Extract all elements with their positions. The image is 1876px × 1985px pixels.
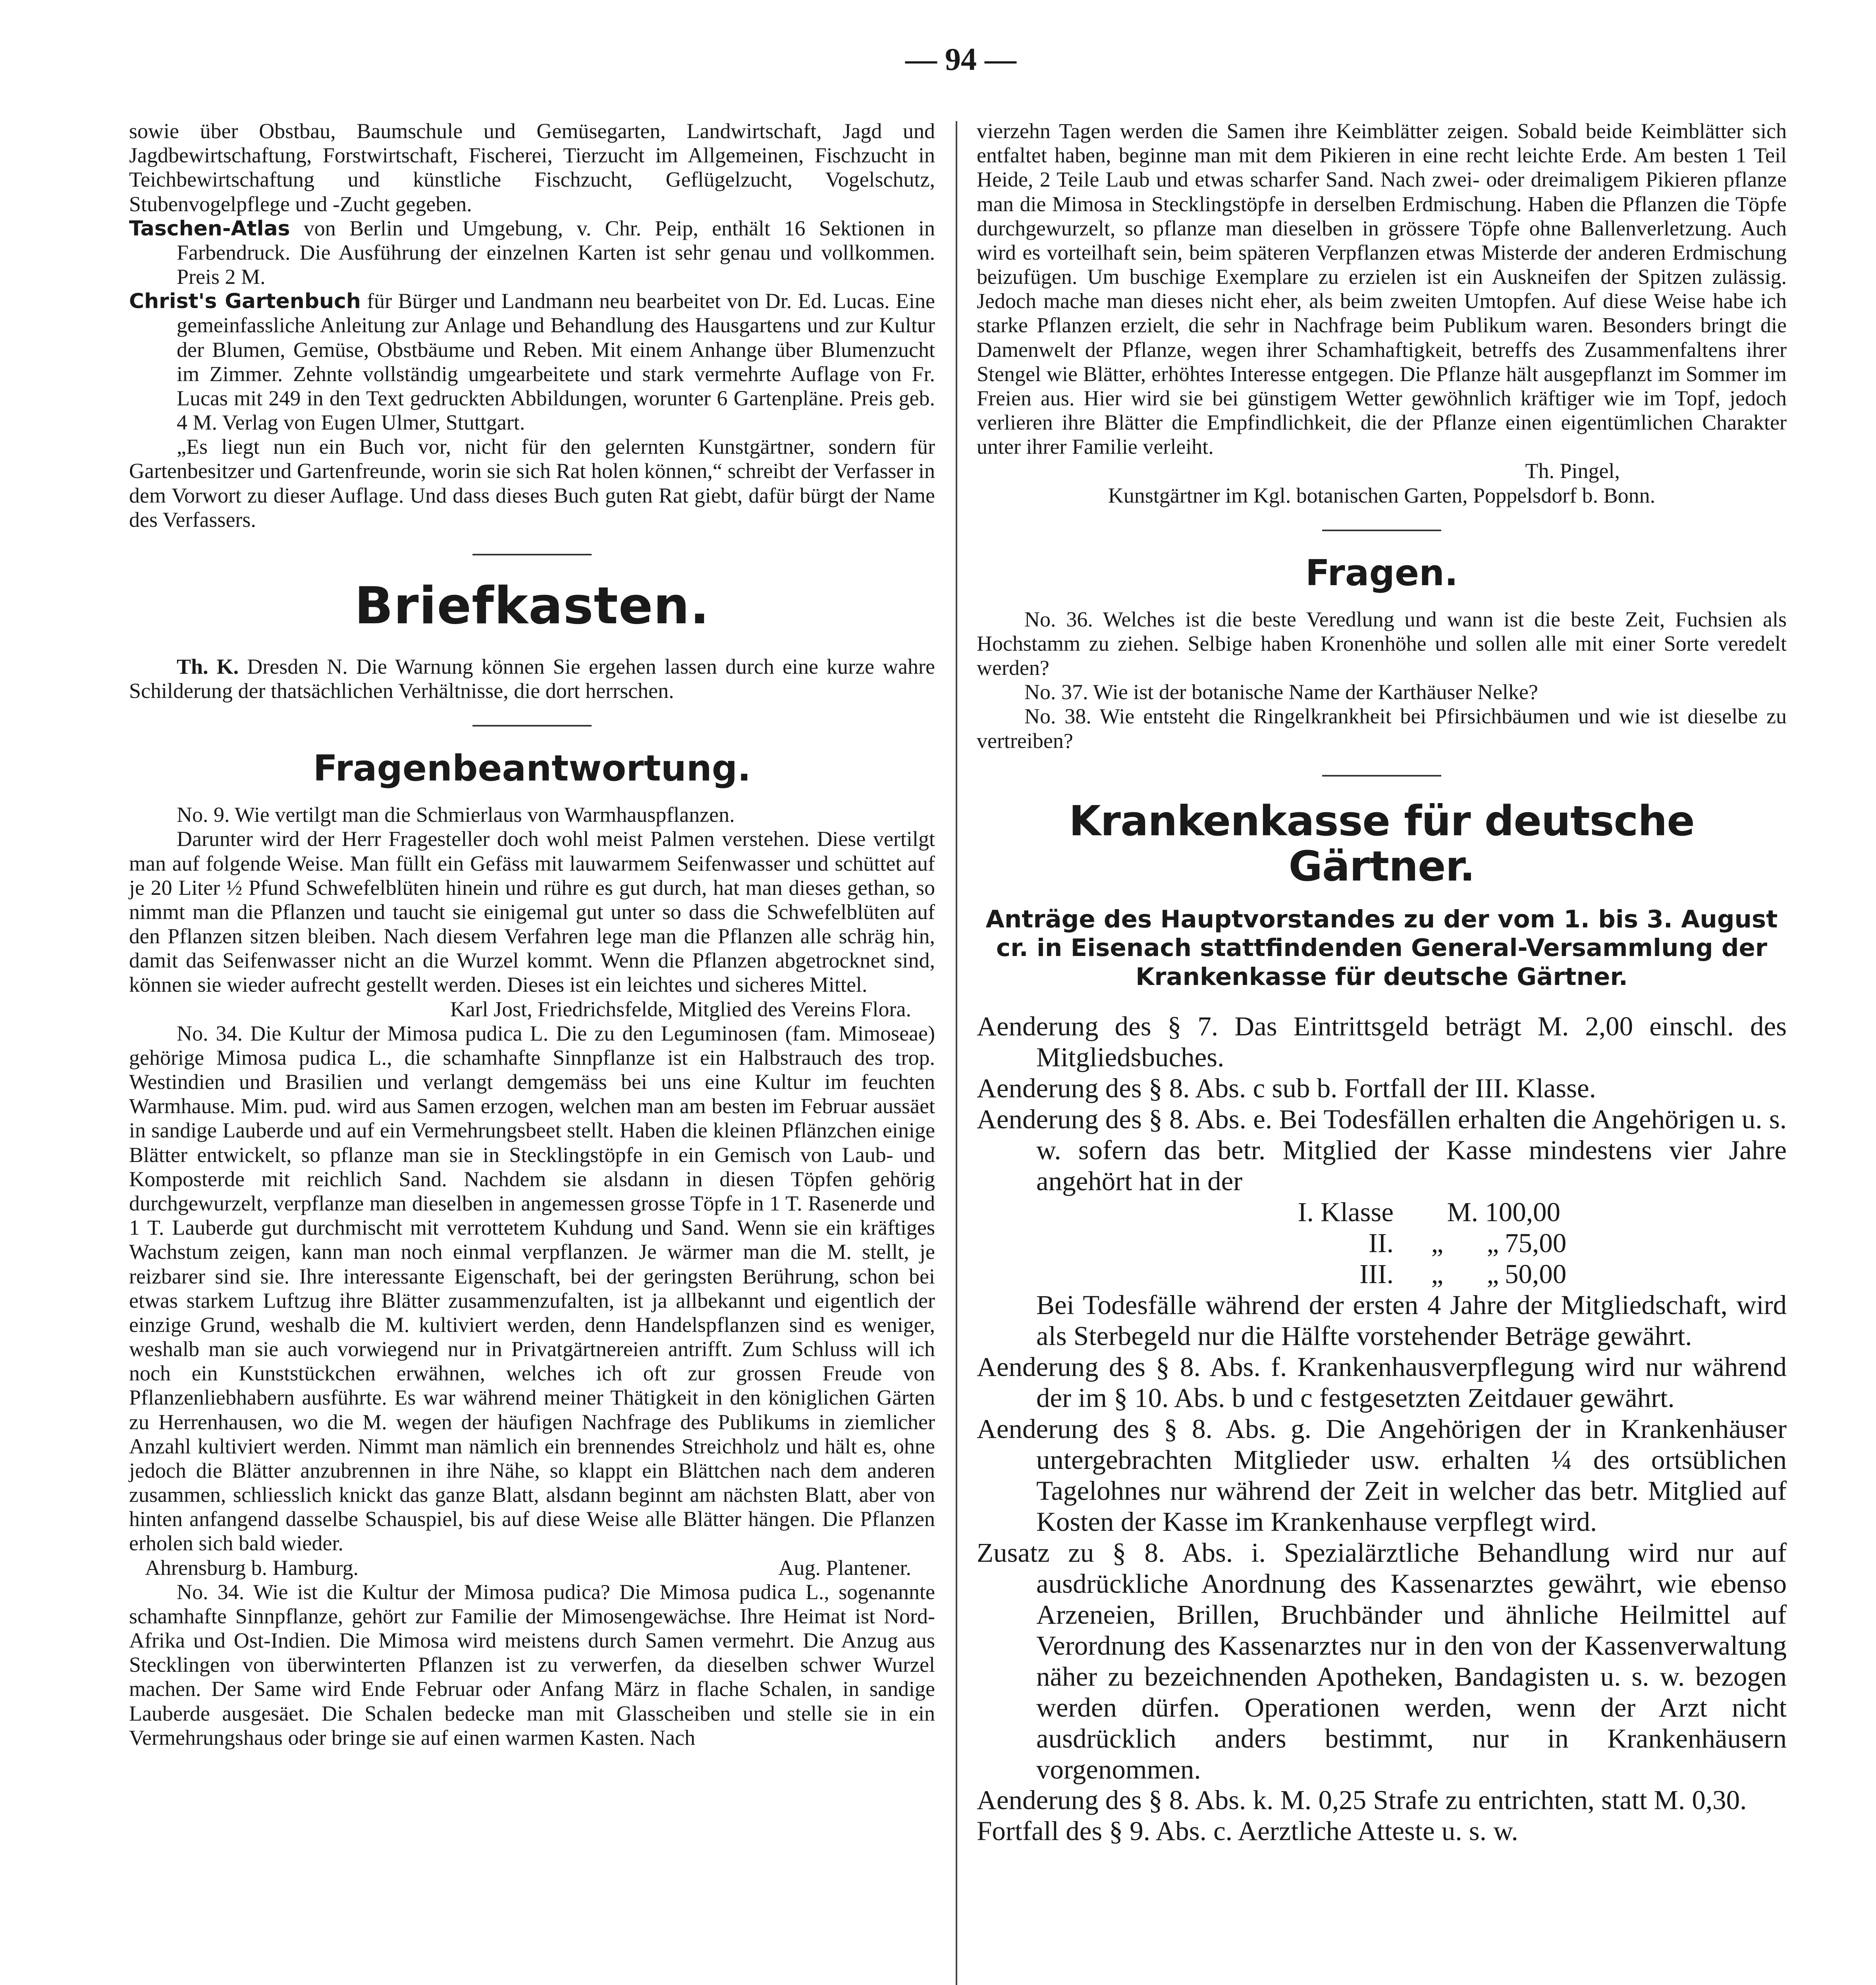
amendments-list [977, 1011, 1787, 1847]
section-rule [472, 554, 592, 555]
klasse-label: III. [1359, 1259, 1394, 1289]
book-title: Taschen-Atlas [129, 216, 290, 241]
signature-pingel-name: Th. Pingel, [1525, 459, 1620, 483]
ditto-mark: „ [1431, 1228, 1444, 1258]
answer-no-34-pingel: No. 34. Wie ist die Kultur der Mimosa pudica? Die Mimosa pudica L., sogenannte schamhafte Sinnpflanze, gehört zur Familie der Mimosengewächse. Ihre Heimat ist Nord-Afrika und Ost-Indien. Die Mimosa wird meistens durch Samen vermehrt. Die Anzug aus Stecklingen von überwinterten Pflanzen ist zu verwerfen, da dieselben schwer Wurzel machen. Der Same wird Ende Februar oder Anfang März in flache Schalen, in sandige Lauberde ausgesäet. Die Schalen bedecke man mit Glasscheiben und stelle sie in ein Vermehrungshaus oder bringe sie auf einen warmen Kasten. Nach [129, 1580, 935, 1750]
answer-no-9: Darunter wird der Herr Fragesteller doch wohl meist Palmen verstehen. Diese vertilgt man auf folgende Weise. Man füllt ein Gefäss mit lauwarmem Seifenwasser und schüttet auf je 20 Liter ½ Pfund Schwefelblüten hinein und rühre es gut durch, hat man dieses gethan, so nimmt man die Pflanzen und taucht sie einigemal gut unter so dass die Schwefelblüten auf den Pflanzen sitzen bleiben. Nach diesem Verfahren lege man die Pflanzen alle schräg hin, damit das Seifenwasser nicht an die Wurzel kommt. Wenn die Pflanzen abgetrocknet sind, können sie wieder aufrecht gestellt werden. Dieses ist ein leichtes und sicheres Mittel. [129, 827, 935, 997]
page-number: — 94 — [905, 42, 1016, 77]
answer-no-34-plantener: No. 34. Die Kultur der Mimosa pudica L. Die zu den Leguminosen (fam. Mimoseae) gehörige Mimosa pudica L., die schamhafte Sinnpflanze ist ein Halbstrauch des trop. Westindien und Brasilien und verlangt demgemäss bei uns eine Kultur im feuchten Warmhause. Mim. pud. wird aus Samen erzogen, welchen man am besten im Februar aussäet in sandige Lauberde und auf ein Vermehrungsbeet stellt. Haben die kleinen Pflänzchen einige Blätter entwickelt, so pflanze man sie in Stecklingstöpfe in ein Gemisch von Laub- und Komposterde mit reichlich Sand. Nachdem sie alsdann in diesen Töpfen gehörig durchgewurzelt, verpflanze man dieselben in angemessen grosse Töpfe in 1 T. Rasenerde und 1 T. Lauberde gut durchmischt mit verrottetem Kuhdung und Sand. Wenn sie ein kräftiges Wachstum zeigen, kann man noch einmal verpflanzen. Je wärmer man die M. stellt, je reizbarer sind sie. Ihre interessante Eigenschaft, bei der geringsten Berührung, schon bei etwas starkem Luftzug ihre Blätter zusammenzufalten, ist ja allbekannt und eigentlich der einzige Grund, weshalb die M. kultiviert werden, denn Handelspflanzen sind es weniger, weshalb man sie auch vorwiegend nur in Privatgärtnereien antrifft. Zum Schluss will ich noch ein Kunststückchen erwähnen, welches ich oft zur grossen Freude von Pflanzenliebhabern ausführte. Es war während meiner Thätigkeit in den königlichen Gärten zu Herrenhausen, wo die M. wegen der häufigen Nachfrage des Publikums in ziemlicher Anzahl kultiviert werden. Nimmt man nämlich ein brennendes Streichholz und hält es, ohne jedoch die Blätter anzubrennen in ihre Nähe, so klappt ein Blättchen nach dem anderen zusammen, schliesslich knickt das ganze Blatt, alsdann beginnt am nächsten Blatt, aber von hinten anfangend dasselbe Schauspiel, bis auf diese Weise alle Blätter hängen. Die Pflanzen erholen sich bald wieder. [129, 1021, 935, 1555]
signature-pingel-role: Kunstgärtner im Kgl. botanischen Garten, Poppelsdorf b. Bonn. [1108, 483, 1656, 507]
section-rule [472, 725, 592, 727]
klasse-amount: 75,00 [1505, 1228, 1567, 1258]
book-review-quote: „Es liegt nun ein Buch vor, nicht für den gelernten Kunstgärtner, sondern für Gartenbesitzer und Gartenfreunde, worin sie sich Rat holen können,“ schreibt der Verfasser in dem Vorwort zu dieser Auflage. Und dass dieses Buch guten Rat giebt, dafür bürgt der Name des Verfassers. [129, 435, 935, 532]
question-no-9: No. 9. Wie vertilgt man die Schmierlaus von Warmhauspflanzen. [177, 803, 735, 827]
book-review-taschen-atlas [129, 216, 935, 289]
addition-8i: Zusatz zu § 8. Abs. i. Spezialärztliche Behandlung wird nur auf ausdrückliche Anordnung des Kassenarztes gewährt, wie ebenso Arzeneien, Brillen, Bruchbänder und ähnliche Heilmittel auf Verordnung des Kassenarztes nur in den von der Kassenverwaltung näher zu bezeichnenden Apotheken, Bandagisten u. s. w. bezogen werden dürfen. Operationen werden, wenn der Arzt nicht ausdrücklich anders bestimmt, nur in Krankenhäusern vorgenommen. [977, 1537, 1787, 1785]
book-review-gartenbuch [129, 289, 935, 435]
amendment-7: Aenderung des § 7. Das Eintrittsgeld beträgt M. 2,00 einschl. des Mitgliedsbuches. [977, 1011, 1787, 1073]
amendment-8g: Aenderung des § 8. Abs. g. Die Angehörigen der in Krankenhäuser untergebrachten Mitglieder usw. erhalten ¼ des ortsüblichen Tagelohnes nur während der Zeit in welcher das betr. Mitglied auf Kosten der Kasse im Krankenhause verpflegt wird. [977, 1413, 1787, 1537]
signature-name: Aug. Plantener. [778, 1555, 911, 1580]
ditto-mark: „ [1487, 1259, 1499, 1289]
book-review-continuation: sowie über Obstbau, Baumschule und Gemüsegarten, Landwirtschaft, Jagd und Jagdbewirtschaftung, Forstwirtschaft, Fischerei, Tierzucht im Allgemeinen, Fischzucht in Teichbewirtschaftung und künstliche Fischzucht, Geflügelzucht, Vogelschutz, Stubenvogelpflege und -Zucht gegeben. [129, 119, 935, 216]
amendment-8e: Aenderung des § 8. Abs. e. Bei Todesfällen erhalten die Angehörigen u. s. w. sofern das betr. Mitglied der Kasse mindestens vier Jahre angehört hat in der [977, 1104, 1787, 1197]
left-column [129, 119, 935, 1750]
question-no-36: No. 36. Welches ist die beste Veredlung und wann ist die beste Zeit, Fuchsien als Hochstamm zu ziehen. Selbige haben Kronenhöhe und sollen alle mit einer Sorte veredelt werden? [977, 607, 1787, 680]
section-heading-fragenbeantwortung: Fragenbeantwortung. [313, 748, 751, 790]
briefkasten-entry [129, 655, 935, 703]
question-no-37: No. 37. Wie ist der botanische Name der Karthäuser Nelke? [1024, 680, 1538, 704]
klasse-row-3 [1036, 1259, 1787, 1290]
krankenkasse-subheading: Anträge des Hauptvorstandes zu der vom 1. bis 3. August cr. in Eisenach stattfindenden General-Versammlung der Krankenkasse für deutsche Gärtner. [985, 905, 1778, 991]
section-rule [1322, 775, 1441, 777]
answer-no-34-pingel-continuation: vierzehn Tagen werden die Samen ihre Keimblätter zeigen. Sobald beide Keimblätter sich entfaltet haben, beginne man mit dem Pikieren in eine recht leichte Erde. Am besten 1 Teil Heide, 2 Teile Laub und etwas scharfer Sand. Nach zwei- oder dreimaligem Pikieren pflanze man die Mimosa in Stecklingstöpfe in derselben Erdmischung. Haben die Pflanzen die Töpfe durchgewurzelt, so pflanze man dieselben in grössere Töpfe ohne Ballenverletzung. Auch wird es vorteilhaft sein, beim späteren Verpflanzen etwas Misterde der anderen Erdmischung beizufügen. Um buschige Exemplare zu erzielen ist ein Auskneifen der Spitzen zulässig. Jedoch mache man dieses nicht eher, als beim zweiten Umtopfen. Auf diese Weise habe ich starke Pflanzen erzielt, die sehr in Nachfrage beim Publikum waren. Besonders bringt die Damenwelt der Pflanze, wegen ihrer Schamhaftigkeit, betreffs des Zusammenfaltens ihrer Stengel wie Blätter, erhöhtes Interesse entgegen. Die Pflanze hält ausgepflanzt im Sommer im Freien aus. Hier wird sie bei günstigem Wetter gewöhnlich kräftiger wie im Topf, jedoch verlieren ihre Blätter die Empfindlichkeit, die der Pflanze einen eigentümlichen Charakter unter ihrer Familie verleiht. [977, 119, 1787, 459]
signature-no-34-plantener [129, 1556, 935, 1580]
klasse-amount: 50,00 [1505, 1259, 1567, 1289]
klasse-label: II. [1368, 1228, 1394, 1258]
klasse-row-1 [1036, 1197, 1787, 1228]
ditto-mark: „ [1431, 1259, 1444, 1289]
amendment-8c: Aenderung des § 8. Abs. c sub b. Fortfall der III. Klasse. [977, 1073, 1596, 1104]
section-rule [1322, 530, 1441, 531]
section-heading-briefkasten: Briefkasten. [354, 576, 710, 636]
section-heading-fragen: Fragen. [1305, 552, 1458, 594]
briefkasten-text: Dresden N. Die Warnung können Sie ergehen lassen durch eine kurze wahre Schilderung der thatsächlichen Verhältnisse, die dort herrschen. [129, 654, 935, 703]
section-heading-krankenkasse: Krankenkasse für deutsche Gärtner. [1069, 796, 1695, 891]
amendment-8e-continuation: Bei Todesfälle während der ersten 4 Jahre der Mitgliedschaft, wird als Sterbegeld nur die Hälfte vorstehender Beträge gewährt. [1036, 1289, 1787, 1351]
amendment-8k: Aenderung des § 8. Abs. k. M. 0,25 Strafe zu entrichten, statt M. 0,30. [977, 1785, 1747, 1815]
question-no-38: No. 38. Wie entsteht die Ringelkrankheit bei Pfirsichbäumen und wie ist dieselbe zu vertreiben? [977, 704, 1787, 753]
ditto-mark: „ [1487, 1228, 1499, 1258]
right-column [977, 119, 1787, 1847]
column-divider [956, 121, 957, 1985]
signature-place: Ahrensburg b. Hamburg. [145, 1555, 359, 1580]
briefkasten-addressee: Th. K. [177, 654, 239, 678]
klasse-label: I. Klasse [1298, 1197, 1394, 1228]
klasse-row-2 [1036, 1228, 1787, 1259]
book-review-text: für Bürger und Landmann neu bearbeitet von Dr. Ed. Lucas. Eine gemeinfassliche Anleitung zur Anlage und Behandlung des Hausgartens und zur Kultur der Blumen, Gemüse, Obstbäume und Reben. Mit einem Anhange über Blumenzucht im Zimmer. Zehnte vollständig umgearbeitete und stark vermehrte Auflage von Fr. Lucas mit 249 in den Text gedruckten Abbildungen, worunter 6 Gartenpläne. Preis geb. 4 M. Verlag von Eugen Ulmer, Stuttgart. [177, 289, 935, 435]
removal-9c: Fortfall des § 9. Abs. c. Aerztliche Atteste u. s. w. [977, 1816, 1518, 1846]
amendment-8f: Aenderung des § 8. Abs. f. Krankenhausverpflegung wird nur während der im § 10. Abs. b und c festgesetzten Zeitdauer gewährt. [977, 1351, 1787, 1413]
signature-no-9: Karl Jost, Friedrichsfelde, Mitglied des Vereins Flora. [450, 997, 911, 1021]
book-title: Christ's Gartenbuch [129, 289, 361, 314]
klasse-table [977, 1197, 1787, 1290]
book-review-text: von Berlin und Umgebung, v. Chr. Peip, enthält 16 Sektionen in Farbendruck. Die Ausführung der einzelnen Karten ist sehr genau und vollkommen. Preis 2 M. [177, 216, 935, 289]
klasse-amount: M. 100,00 [1447, 1197, 1560, 1228]
